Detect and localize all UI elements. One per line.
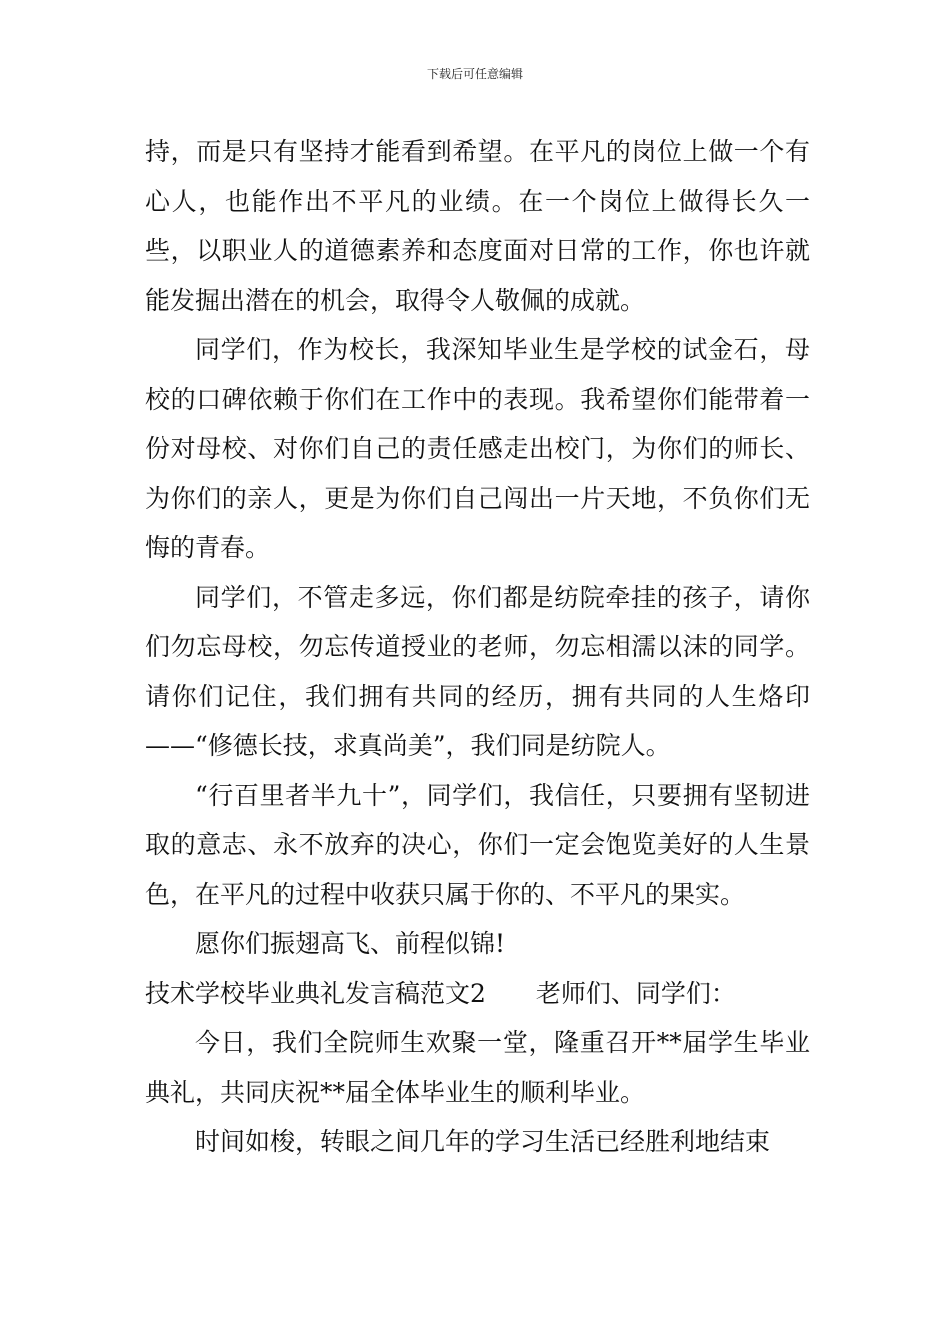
- paragraph-4: “行百里者半九十”，同学们，我信任，只要拥有坚韧进取的意志、永不放弃的决心，你们一定会饱览美好的人生景色，在平凡的过程中收获只属于你的、不平凡的果实。: [145, 780, 810, 909]
- paragraph-5: 愿你们振翅高飞、前程似锦!: [195, 929, 506, 958]
- section-title: 技术学校毕业典礼发言稿范文2: [145, 978, 486, 1008]
- paragraph-3: 同学们，不管走多远，你们都是纺院牵挂的孩子，请你们勿忘母校，勿忘传道授业的老师，勿忘相濡以沫的同学。请你们记住，我们拥有共同的经历，拥有共同的人生烙印——“修德长技，求真尚美”，我们同是纺院人。: [145, 582, 810, 760]
- paragraph-2: 同学们，作为校长，我深知毕业生是学校的试金石，母校的口碑依赖于你们在工作中的表现。我希望你们能带着一份对母校、对你们自己的责任感走出校门，为你们的师长、为你们的亲人，更是为你们自己闯出一片天地，不负你们无悔的青春。: [145, 335, 810, 562]
- page-header: 下载后可任意编辑: [426, 67, 523, 81]
- section-title-line: [145, 969, 810, 1019]
- paragraph-6: 今日，我们全院师生欢聚一堂，隆重召开**届学生毕业典礼，共同庆祝**届全体毕业生的顺利毕业。: [145, 1028, 810, 1107]
- paragraph-7: 时间如梭，转眼之间几年的学习生活已经胜利地结束: [195, 1127, 771, 1156]
- paragraph-1: 持，而是只有坚持才能看到希望。在平凡的岗位上做一个有心人，也能作出不平凡的业绩。在一个岗位上做得长久一些，以职业人的道德素养和态度面对日常的工作，你也许就能发掘出潜在的机会，取得令人敬佩的成就。: [145, 137, 810, 315]
- document-body: [145, 127, 810, 1167]
- section-greeting: 老师们、同学们：: [535, 978, 736, 1008]
